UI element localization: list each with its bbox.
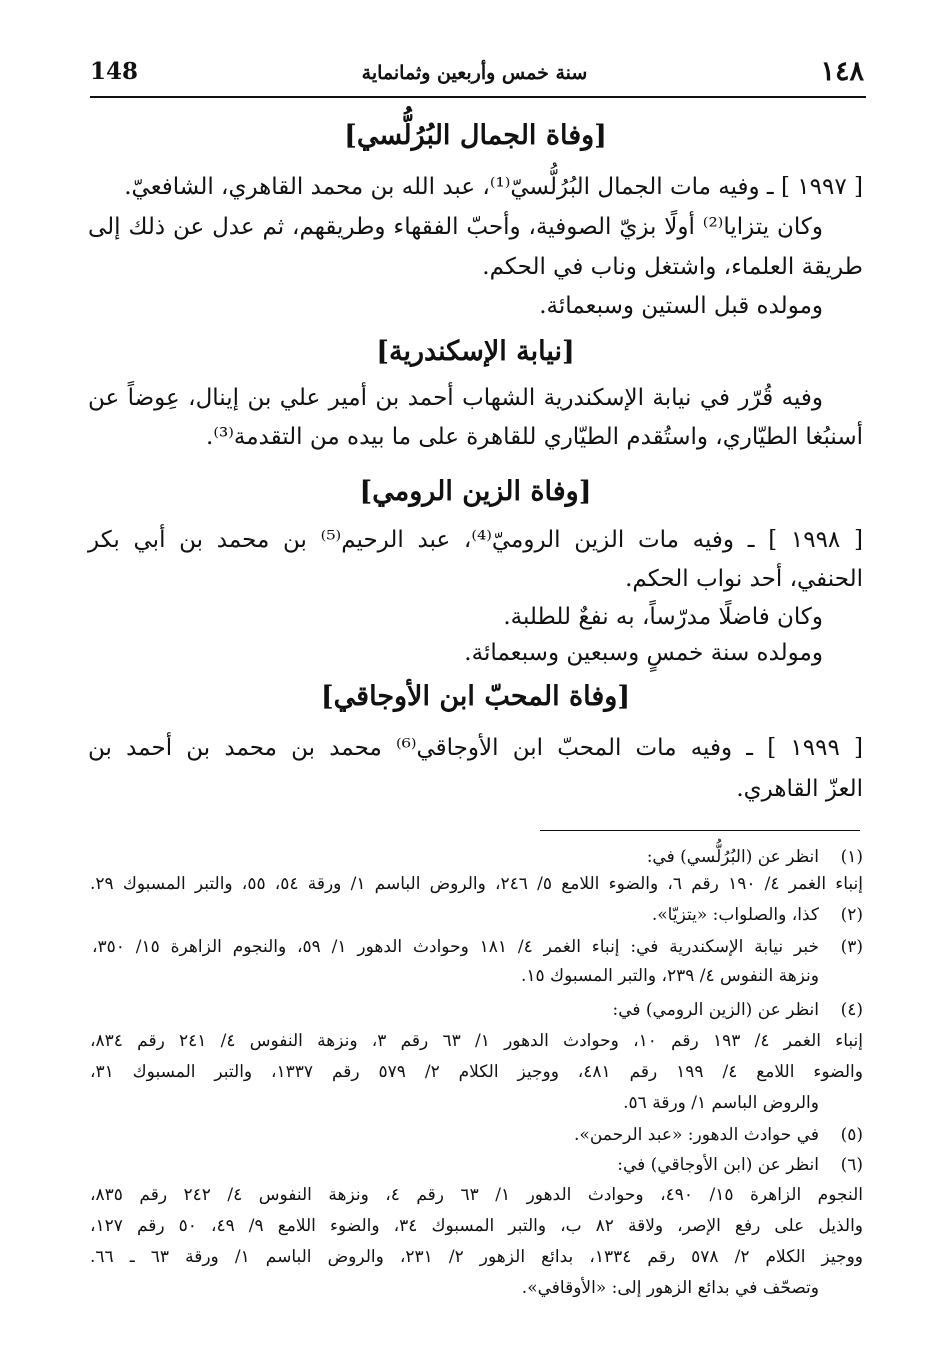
paragraph-line: وفيه قُرّر في نيابة الإسكندرية الشهاب أحمد بن أمير علي بن إينال، عِوضاً عن <box>88 385 823 411</box>
paragraph-line: طريقة العلماء، واشتغل وناب في الحكم. <box>482 254 863 280</box>
footnote-line: كذا، والصلواب: «يتزيّا». <box>651 905 819 925</box>
page-number-latin: 148 <box>90 58 139 85</box>
header-rule <box>90 96 866 98</box>
footnote-line: النجوم الزاهرة ١٥/ ٤٩٠، وحوادث الدهور ١/ ٦٣ رقم ٤، ونزهة النفوس ٤/ ٢٤٢ رقم ٨٣٥، <box>90 1185 864 1205</box>
entry-line: [ ١٩٩٩ ] ـ وفيه مات المحبّ ابن الأوجاقي⁽⁶⁾ محمد بن محمد بن أحمد بن <box>88 735 863 761</box>
footnote-line: وتصحّف في بدائع الزهور إلى: «الأوقافي». <box>521 1278 819 1298</box>
footnote-number: (٢) <box>840 905 863 925</box>
footnote-line: إنباء الغمر ٤/ ١٩٣ رقم ١٠، وحوادث الدهور ١/ ٦٣ رقم ٣، ونزهة النفوس ٤/ ٢٤١ رقم ٨٣٤، <box>90 1031 863 1051</box>
footnote-line: والذيل على رفع الإصر، ولاقة ٨٢ ب، والتبر المسبوك ٣٤، والضوء اللامع ٩/ ٤٩، ٥٠ رقم ١٢٧، <box>90 1216 863 1236</box>
paragraph-line: العزّ القاهري. <box>736 776 863 802</box>
section-heading: [وفاة الجمال البُرُلُّسي] <box>344 120 607 151</box>
footnote-line: انظر عن (ابن الأوجاقي) في: <box>617 1155 819 1175</box>
paragraph-line: وكان يتزايا⁽²⁾ أولًا بزيّ الصوفية، وأحبّ الفقهاء وطريقهم، ثم عدل عن ذلك إلى <box>88 214 823 240</box>
footnote-number: (٥) <box>840 1125 863 1145</box>
footnote-number: (٤) <box>840 1000 863 1020</box>
section-heading: [وفاة المحبّ ابن الأوجاقي] <box>320 681 631 712</box>
footnote-line: إنباء الغمر ٤/ ١٩٠ رقم ٦، والضوء اللامع ٥/ ٢٤٦، والروض الباسم ١/ ورقة ٥٤، ٥٥، والتبر المسبوك ٢٩. <box>90 874 863 894</box>
footnote-line: خبر نيابة الإسكندرية في: إنباء الغمر ٤/ ١٨١ وحوادث الدهور ١/ ٥٩، والنجوم الزاهرة ١٥/ ٣٥٠، <box>92 937 819 957</box>
paragraph-line: ومولده سنة خمسٍ وسبعين وسبعمائة. <box>464 640 823 666</box>
footnote-line: في حوادث الدهور: «عبد الرحمن». <box>574 1125 819 1145</box>
footnote-line: والضوء اللامع ٤/ ١٩٩ رقم ٤٨١، ووجيز الكلام ٢/ ٥٧٩ رقم ١٣٣٧، والتبر المسبوك ٣١، <box>90 1062 863 1082</box>
footnote-line: ونزهة النفوس ٤/ ٢٣٩، والتبر المسبوك ١٥. <box>520 966 819 986</box>
footnote-number: (٣) <box>840 937 863 957</box>
page-number-arabic: ١٤٨ <box>820 56 864 87</box>
footnote-number: (١) <box>840 847 863 867</box>
paragraph-line: وكان فاضلًا مدرّساً، به نفعٌ للطلبة. <box>503 604 823 630</box>
paragraph-line: ومولده قبل الستين وسبعمائة. <box>539 293 823 319</box>
section-heading: [وفاة الزين الرومي] <box>359 476 592 507</box>
footnote-line: انظر عن (الزين الرومي) في: <box>612 1000 819 1020</box>
footnote-line: انظر عن (البُرُلُّسي) في: <box>646 847 819 867</box>
footnote-line: ووجيز الكلام ٢/ ٥٧٨ رقم ١٣٣٤، بدائع الزهور ٢/ ٢٣١، والروض الباسم ١/ ورقة ٦٣ ـ ٦٦. <box>90 1247 863 1267</box>
section-heading: [نيابة الإسكندرية] <box>376 336 575 367</box>
footnote-rule <box>540 830 860 831</box>
footnote-line: والروض الباسم ١/ ورقة ٥٦. <box>623 1093 819 1113</box>
running-title: سنة خمس وأربعين وثمانماية <box>361 62 588 84</box>
entry-line: [ ١٩٩٧ ] ـ وفيه مات الجمال البُرُلُّسيّ⁽¹⁾، عبد الله بن محمد القاهري، الشافعيّ. <box>124 174 863 200</box>
footnote-number: (٦) <box>840 1155 863 1175</box>
paragraph-line: الحنفي، أحد نواب الحكم. <box>625 566 863 592</box>
paragraph-line: أسنبُغا الطيّاري، واستُقدم الطيّاري للقاهرة على ما بيده من التقدمة⁽³⁾. <box>206 424 863 450</box>
entry-line: [ ١٩٩٨ ] ـ وفيه مات الزين الروميّ⁽⁴⁾، عبد الرحيم⁽⁵⁾ بن محمد بن أبي بكر <box>88 527 863 553</box>
